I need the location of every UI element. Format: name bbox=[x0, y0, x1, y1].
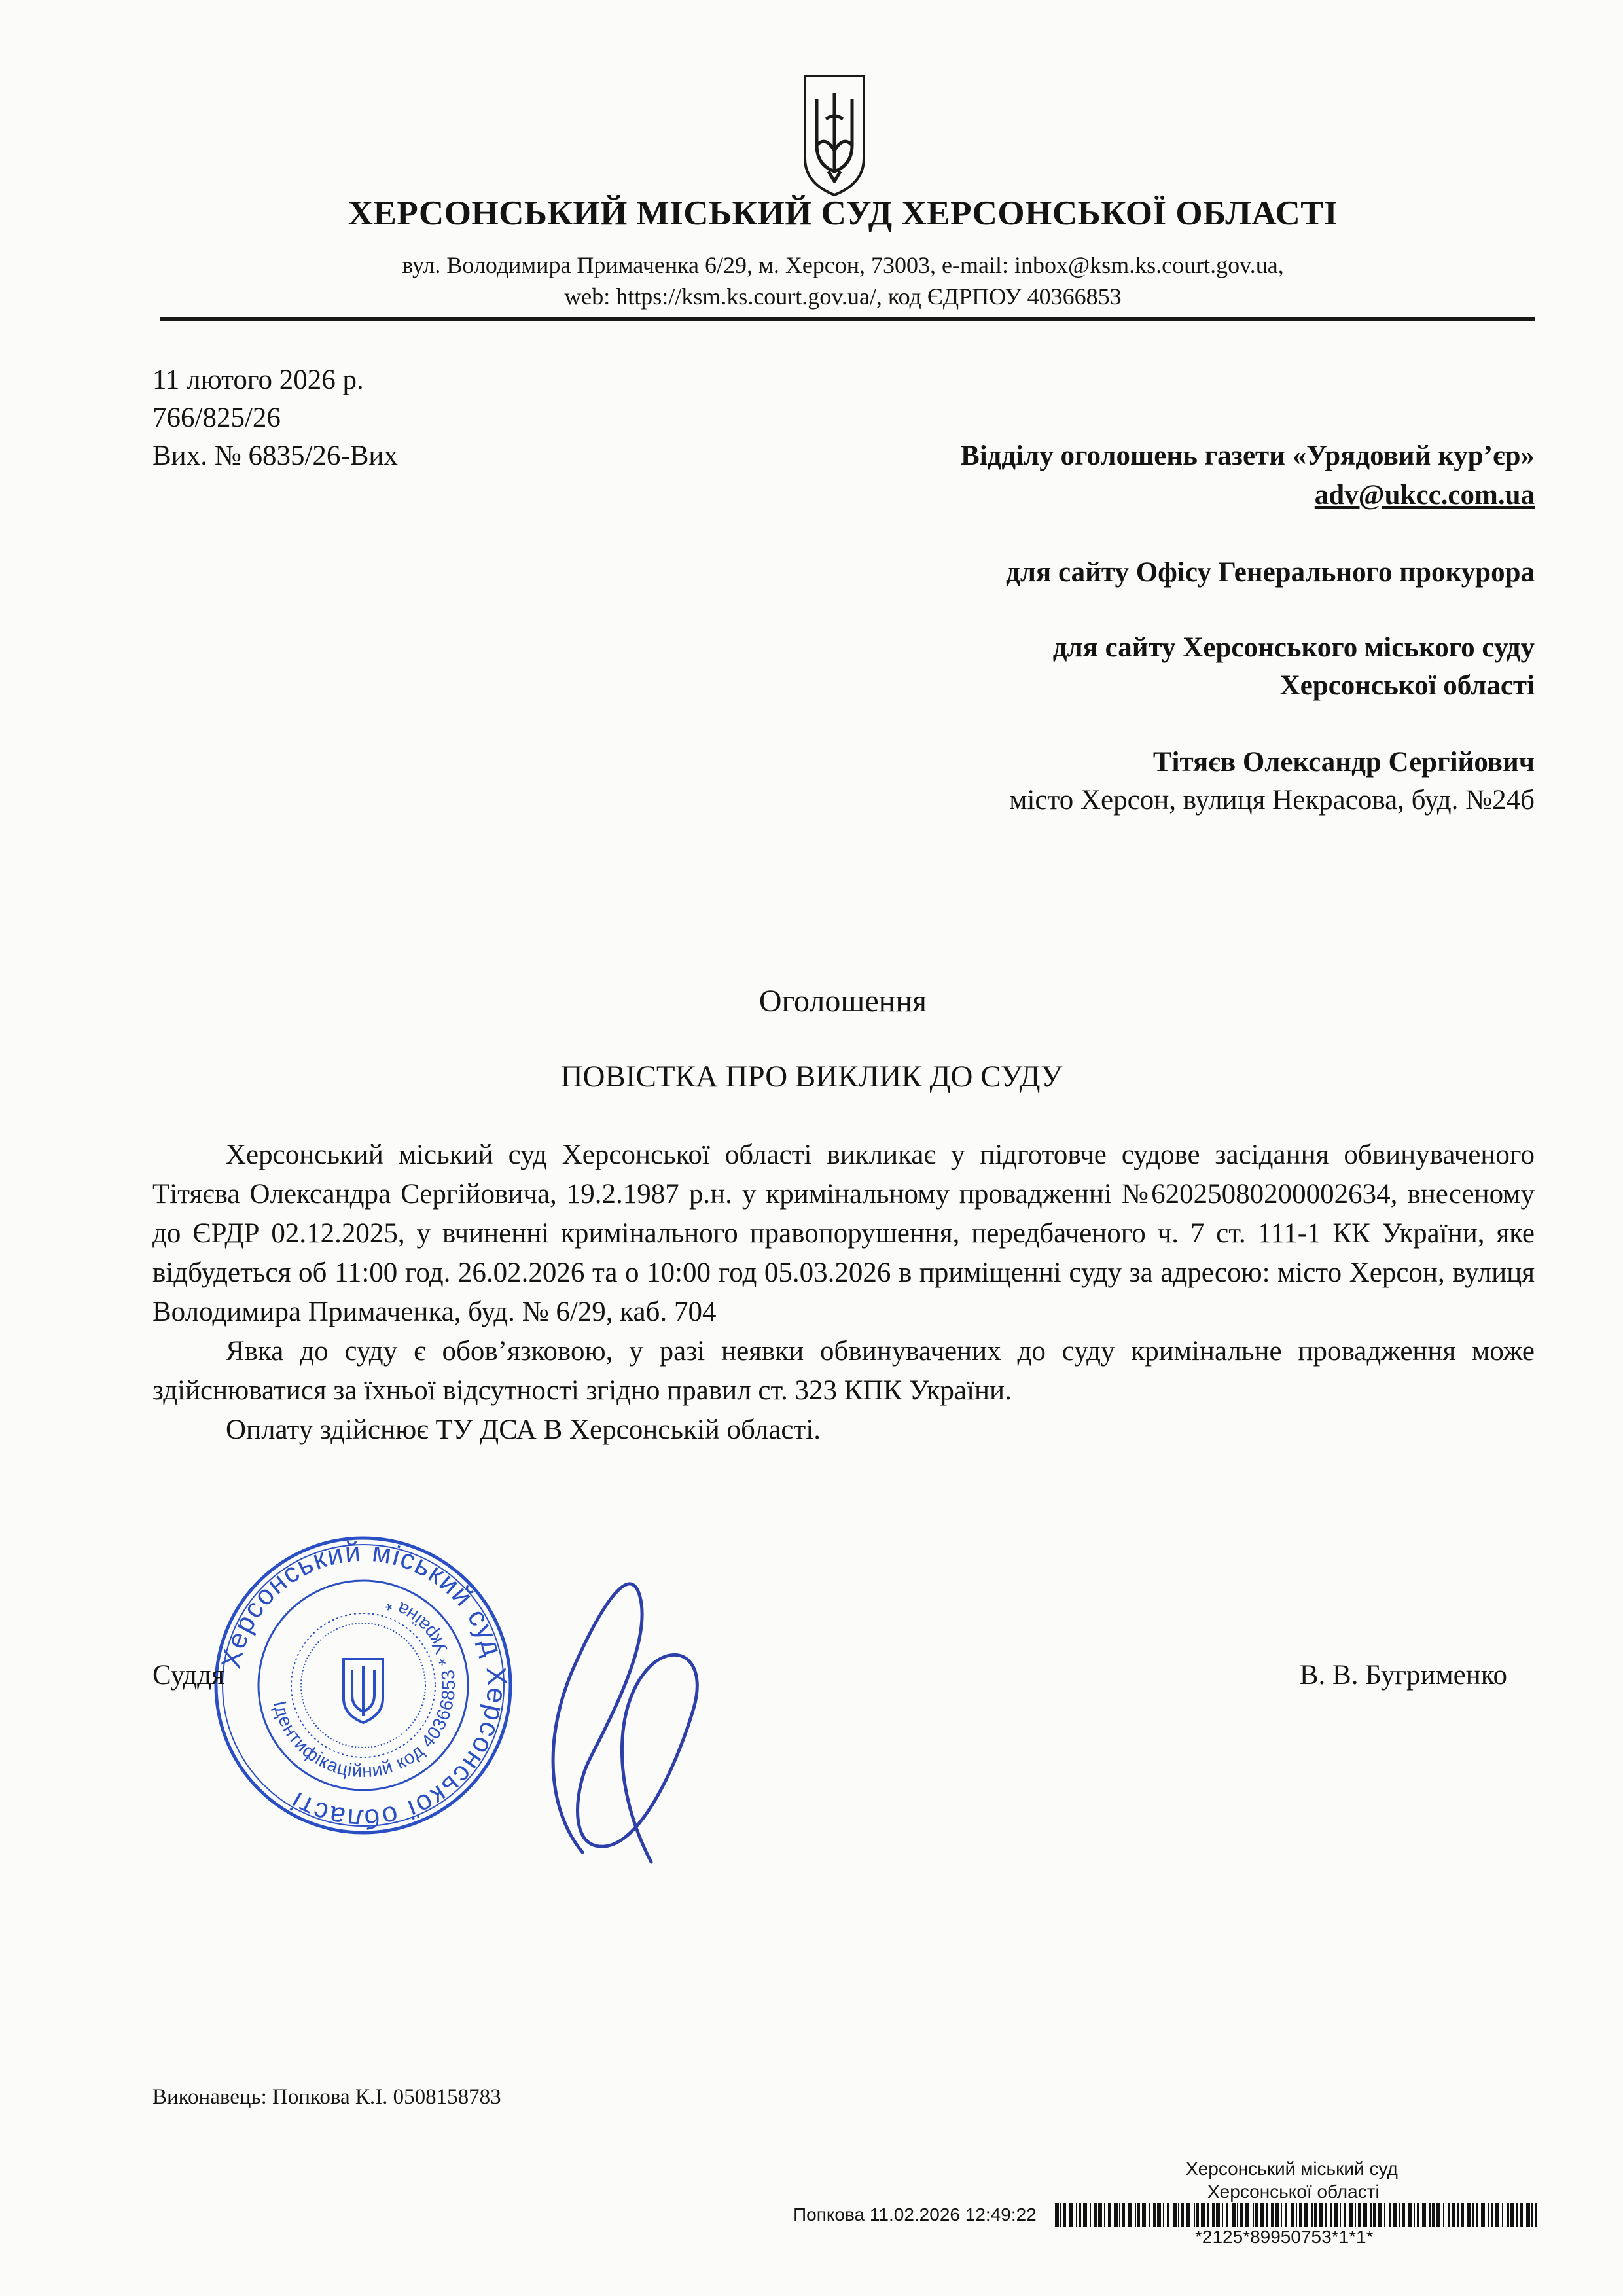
header-divider bbox=[160, 317, 1535, 321]
barcode-icon bbox=[1055, 2203, 1543, 2227]
executor-info: Виконавець: Попкова К.І. 0508158783 bbox=[152, 2085, 501, 2109]
body-paragraph-attendance: Явка до суду є обов’язковою, у разі неявки обвинувачених до суду кримінальне провадження може здійснюватися за їхньої відсутності згідно правил ст. 323 КПК України. bbox=[152, 1336, 1535, 1406]
document-date: 11 лютого 2026 р. bbox=[152, 365, 364, 395]
recipient-person-address: місто Херсон, вулиця Некрасова, буд. №24б bbox=[1009, 785, 1535, 816]
registration-stamp-region: Херсонської області bbox=[1207, 2181, 1380, 2202]
barcode-number: *2125*89950753*1*1* bbox=[1195, 2227, 1374, 2247]
judge-role-label: Суддя bbox=[152, 1660, 224, 1691]
recipient-prosecutor-site: для сайту Офісу Генерального прокурора bbox=[1006, 557, 1535, 588]
case-number: 766/825/26 bbox=[152, 403, 281, 433]
body-paragraph-summons: Херсонський міський суд Херсонської області викликає у підготовче судове засідання обвинуваченого Тітяєва Олександра Сергійовича, 19.2.1987 р.н. у кримінальному провадженні №62025080200002634, внесеному до ЄРДР 02.12.2025, у вчиненні кримінального правопорушення, передбаченого ч. 7 ст. 111-1 КК України, яке відбудеться об 11:00 год. 26.02.2026 та о 10:00 год 05.03.2026 в приміщенні суду за адресою: місто Херсон, вулиця Володимира Примаченка, буд. № 6/29, каб. 704 bbox=[152, 1139, 1535, 1327]
court-name: ХЕРСОНСЬКИЙ МІСЬКИЙ СУД ХЕРСОНСЬКОЇ ОБЛАСТІ bbox=[348, 194, 1338, 232]
recipient-newspaper-email[interactable]: adv@ukcc.com.ua bbox=[1314, 480, 1535, 511]
seal-inner-text: Ідентифікаційний код 40366853 * Україна * bbox=[269, 1593, 459, 1782]
announcement-body bbox=[152, 1136, 1535, 1450]
body-paragraph-payment: Оплату здійснює ТУ ДСА В Херсонській області. bbox=[226, 1414, 821, 1445]
court-address: вул. Володимира Примаченка 6/29, м. Херсон, 73003, e-mail: inbox@ksm.ks.court.gov.ua, bbox=[402, 252, 1284, 278]
registration-stamp-court: Херсонський міський суд bbox=[1186, 2159, 1398, 2179]
recipient-newspaper: Відділу оголошень газети «Урядовий кур’єр» bbox=[961, 440, 1535, 471]
recipient-court-site-line2: Херсонської області bbox=[1279, 670, 1535, 701]
judge-signature-icon bbox=[537, 1564, 733, 1865]
court-seal-icon bbox=[209, 1532, 517, 1839]
announcement-title: Оголошення bbox=[758, 984, 927, 1018]
registration-stamp-info: Попкова 11.02.2026 12:49:22 bbox=[793, 2204, 1037, 2225]
recipient-court-site-line1: для сайту Херсонського міського суду bbox=[1052, 632, 1535, 663]
judge-name: В. В. Бугрименко bbox=[1299, 1660, 1507, 1691]
outgoing-number: Вих. № 6835/26-Вих bbox=[152, 440, 398, 471]
recipient-person-name: Тітяєв Олександр Сергійович bbox=[1152, 747, 1535, 778]
coat-of-arms-icon bbox=[802, 73, 866, 198]
court-web-code: web: https://ksm.ks.court.gov.ua/, код ЄДРПОУ 40366853 bbox=[564, 283, 1122, 310]
announcement-subtitle: ПОВІСТКА ПРО ВИКЛИК ДО СУДУ bbox=[560, 1060, 1063, 1094]
seal-outer-text: Херсонський міський суд Херсонської області bbox=[215, 1535, 513, 1835]
